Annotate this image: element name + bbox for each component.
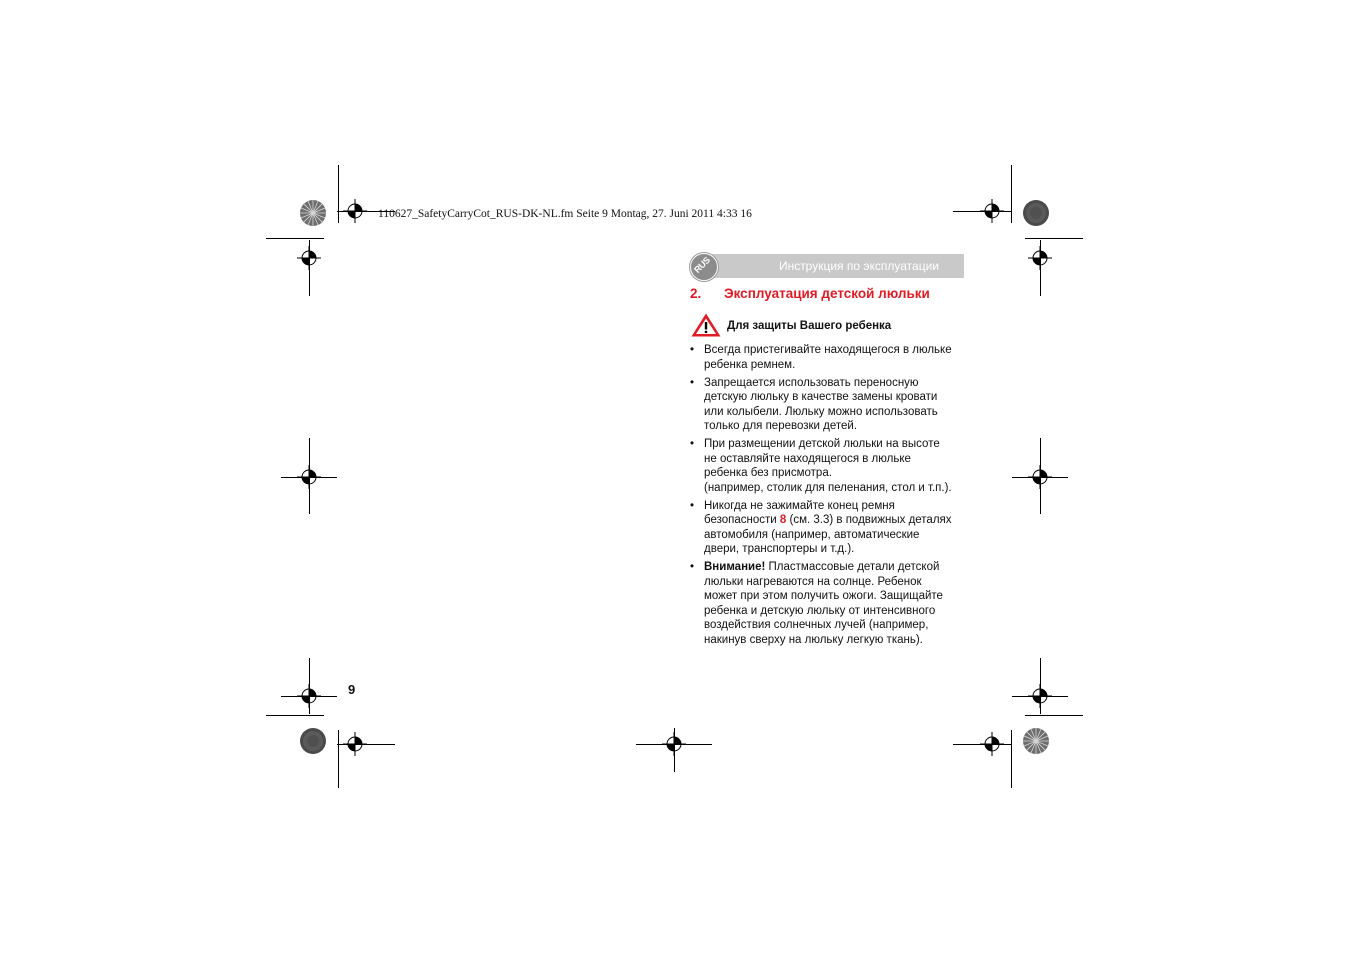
starburst-mark-icon — [1022, 727, 1050, 755]
list-item-line: При размещении детской люльки на высоте — [704, 438, 940, 450]
crop-mark — [1025, 238, 1083, 239]
registration-crosshair-icon — [343, 732, 367, 756]
language-badge — [690, 253, 718, 281]
list-item-line: Всегда пристегивайте находящегося в люльке — [704, 344, 952, 356]
registration-crosshair-icon — [662, 732, 686, 756]
crop-mark — [1011, 165, 1012, 223]
section-title: Эксплуатация детской люльки — [724, 286, 930, 301]
registration-crosshair-icon — [1028, 246, 1052, 270]
list-item-line: детскую люльку в качестве замены кровати — [704, 391, 938, 403]
line-text: (см. 3.3) в подвижных деталях — [786, 514, 952, 526]
starburst-mark-icon — [299, 199, 327, 227]
item-reference-number: 8 — [779, 514, 787, 526]
registration-crosshair-icon — [297, 684, 321, 708]
attention-label: Внимание! — [704, 561, 766, 573]
list-item-line: может при этом получить ожоги. Защищайте — [704, 590, 943, 602]
list-item-line: Запрещается использовать переносную — [704, 376, 919, 389]
list-item-line: ребенка ремнем. — [704, 358, 796, 371]
list-item-line: или колыбели. Люльку можно использовать — [704, 405, 938, 418]
crop-mark — [1011, 730, 1012, 788]
registration-crosshair-icon — [980, 732, 1004, 756]
list-item-line: не оставляйте находящегося в люльке — [704, 452, 911, 465]
starburst-mark-icon — [299, 727, 327, 755]
list-item — [690, 376, 980, 434]
list-item-line: люльки нагреваются на солнце. Ребенок — [704, 575, 922, 588]
section-heading — [690, 286, 930, 301]
list-item-line: ребенка и детскую люльку от интенсивного — [704, 604, 936, 617]
list-item-line: (например, столик для пеленания, стол и т.п.). — [704, 481, 952, 494]
page-header-bar — [712, 254, 964, 278]
list-item-line — [704, 513, 980, 528]
list-item-line: двери, транспортеры и т.д.). — [704, 543, 855, 555]
list-item-line: воздействия солнечных лучей (например, — [704, 619, 929, 631]
registration-crosshair-icon — [343, 199, 367, 223]
list-item — [690, 343, 980, 372]
list-item — [690, 499, 980, 557]
bullet-icon: • — [690, 438, 695, 450]
list-item-line: накинув сверху на люльку легкую ткань). — [704, 633, 923, 646]
list-item — [690, 560, 980, 647]
crop-mark — [338, 165, 339, 223]
starburst-mark-icon — [1022, 199, 1050, 227]
warning-heading: Для защиты Вашего ребенка — [727, 320, 892, 332]
registration-crosshair-icon — [297, 246, 321, 270]
registration-crosshair-icon — [1028, 465, 1052, 489]
list-item-line — [704, 560, 980, 575]
list-item-line: автомобиля (например, автоматические — [704, 528, 920, 541]
safety-bullet-list — [690, 343, 980, 651]
print-slug-line: 110627_SafetyCarryCot_RUS-DK-NL.fm Seite 9 Montag, 27. Juni 2011 4:33 16 — [378, 208, 752, 220]
crop-mark — [266, 238, 324, 239]
crop-mark — [338, 730, 339, 788]
warning-triangle-icon — [690, 312, 722, 338]
registration-crosshair-icon — [297, 465, 321, 489]
page-number: 9 — [348, 682, 356, 697]
language-badge-label: RUS — [692, 255, 712, 275]
line-text: Пластмассовые детали детской — [765, 561, 940, 573]
section-number: 2. — [690, 286, 702, 301]
crop-mark — [1025, 715, 1083, 716]
list-item-line: Никогда не зажимайте конец ремня — [704, 499, 895, 512]
bullet-icon: • — [690, 561, 695, 573]
registration-crosshair-icon — [1028, 684, 1052, 708]
registration-crosshair-icon — [980, 199, 1004, 223]
crop-mark — [266, 715, 324, 716]
bullet-icon: • — [690, 344, 695, 356]
list-item — [690, 437, 980, 495]
bullet-icon: • — [690, 376, 695, 389]
list-item-line: ребенка без присмотра. — [704, 467, 832, 479]
page-header-title: Инструкция по эксплуатации — [778, 259, 939, 273]
line-text: безопасности — [704, 514, 780, 526]
bullet-icon: • — [690, 499, 695, 512]
list-item-line: только для перевозки детей. — [704, 420, 858, 432]
